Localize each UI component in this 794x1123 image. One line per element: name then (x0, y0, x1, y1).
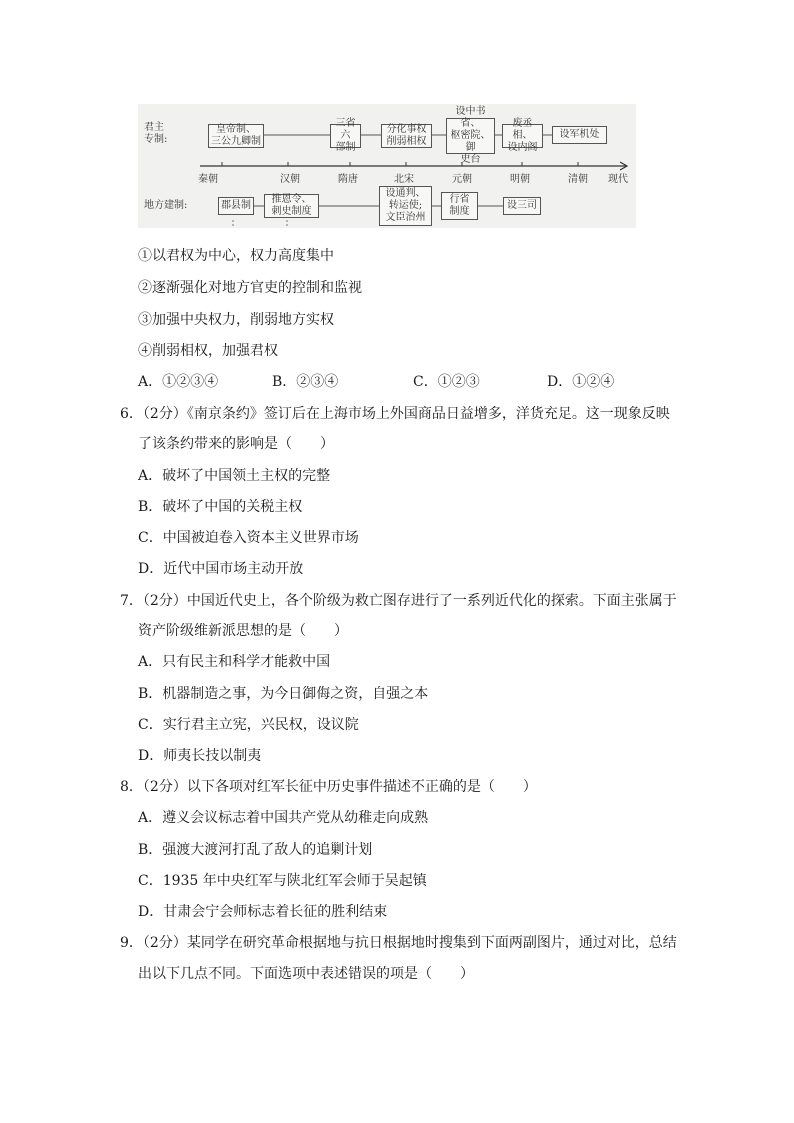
box-commandery: 郡县制 (218, 197, 254, 215)
q8-option-b[interactable]: B．强渡大渡河打乱了敌人的追剿计划 (138, 842, 373, 858)
q8-option-d[interactable]: D．甘肃会宁会师标志着长征的胜利结束 (138, 904, 388, 920)
q7-stem-line2: 资产阶级维新派思想的是（ ） (138, 623, 348, 639)
box-tongpan: 设通判、 转运使; 文臣治州 (379, 186, 432, 226)
box-emperor-system: 皇帝制、 三公九卿制 (208, 124, 264, 148)
box-split-power: 分化事权 削弱相权 (381, 124, 432, 148)
q9-stem-line1: 9．（2分）某同学在研究革命根据地与抗日根据地时搜集到下面两副图片，通过对比，总结 (120, 935, 677, 951)
q8-stem: 8．（2分）以下各项对红军长征中历史事件描述不正确的是（ ） (120, 779, 537, 795)
statement-4: ④削弱相权，加强君权 (138, 343, 278, 359)
q6-stem-line2: 了该条约带来的影响是（ ） (138, 436, 334, 452)
statement-2: ②逐渐强化对地方官吏的控制和监视 (138, 280, 362, 296)
dynasty-qin: 秦朝 (198, 174, 218, 185)
row-label-monarchy: 君主 专制: (144, 122, 168, 145)
box-grace-decree: 推恩令、 刺史制度 (264, 194, 319, 218)
q6-option-c[interactable]: C．中国被迫卷入资本主义世界市场 (138, 530, 359, 546)
q7-option-b[interactable]: B．机器制造之事，为今日御侮之资，自强之本 (138, 686, 429, 702)
box-three-offices: 设三司 (503, 197, 541, 215)
dynasty-ming: 明朝 (510, 174, 530, 185)
q6-option-b[interactable]: B．破坏了中国的关税主权 (138, 499, 303, 515)
dynasty-han: 汉朝 (280, 174, 300, 185)
history-timeline-diagram (138, 104, 636, 228)
box-province-system: 行省 制度 (441, 192, 478, 220)
q5-option-d[interactable]: D．①②④ (547, 374, 615, 390)
dynasty-qing: 清朝 (568, 174, 588, 185)
q8-option-a[interactable]: A．遵义会议标志着中国共产党从幼稚走向成熟 (138, 810, 429, 826)
box-abolish-chancellor: 废丞相、 设内阁 (502, 124, 543, 148)
q6-stem-line1: 6．（2分）《南京条约》签订后在上海市场上外国商品日益增多，洋货充足。这一现象反映 (120, 406, 670, 422)
dynasty-northern-song: 北宋 (394, 174, 414, 185)
box-three-departments: 三省六 部制 (330, 124, 361, 148)
q5-option-b[interactable]: B．②③④ (272, 374, 339, 390)
q9-stem-line2: 出以下几点不同。下面选项中表述错误的项是（ ） (138, 966, 474, 982)
q6-option-a[interactable]: A．破坏了中国领土主权的完整 (138, 468, 331, 484)
q8-option-c[interactable]: C．1935 年中央红军与陕北红军会师于吴起镇 (138, 873, 427, 889)
statement-3: ③加强中央权力，削弱地方实权 (138, 312, 334, 328)
statement-1: ①以君权为中心，权力高度集中 (138, 248, 334, 264)
dynasty-sui-tang: 隋唐 (338, 174, 358, 185)
q7-option-a[interactable]: A．只有民主和科学才能救中国 (138, 654, 331, 670)
row-label-local-system: 地方建制: (144, 200, 188, 211)
q5-option-c[interactable]: C．①②③ (413, 374, 480, 390)
era-modern: 现代 (608, 174, 628, 185)
dynasty-yuan: 元朝 (452, 174, 472, 185)
q7-option-d[interactable]: D．师夷长技以制夷 (138, 748, 262, 764)
q7-stem-line1: 7．（2分）中国近代史上，各个阶级为救亡图存进行了一系列近代化的探索。下面主张属于 (120, 593, 677, 609)
q7-option-c[interactable]: C．实行君主立宪，兴民权，设议院 (138, 717, 359, 733)
box-grand-council: 设军机处 (552, 126, 607, 144)
q6-option-d[interactable]: D．近代中国市场主动开放 (138, 561, 304, 577)
q5-option-a[interactable]: A．①②③④ (138, 374, 219, 390)
box-secretariat: 设中书省、 枢密院、御 史台 (446, 118, 495, 154)
